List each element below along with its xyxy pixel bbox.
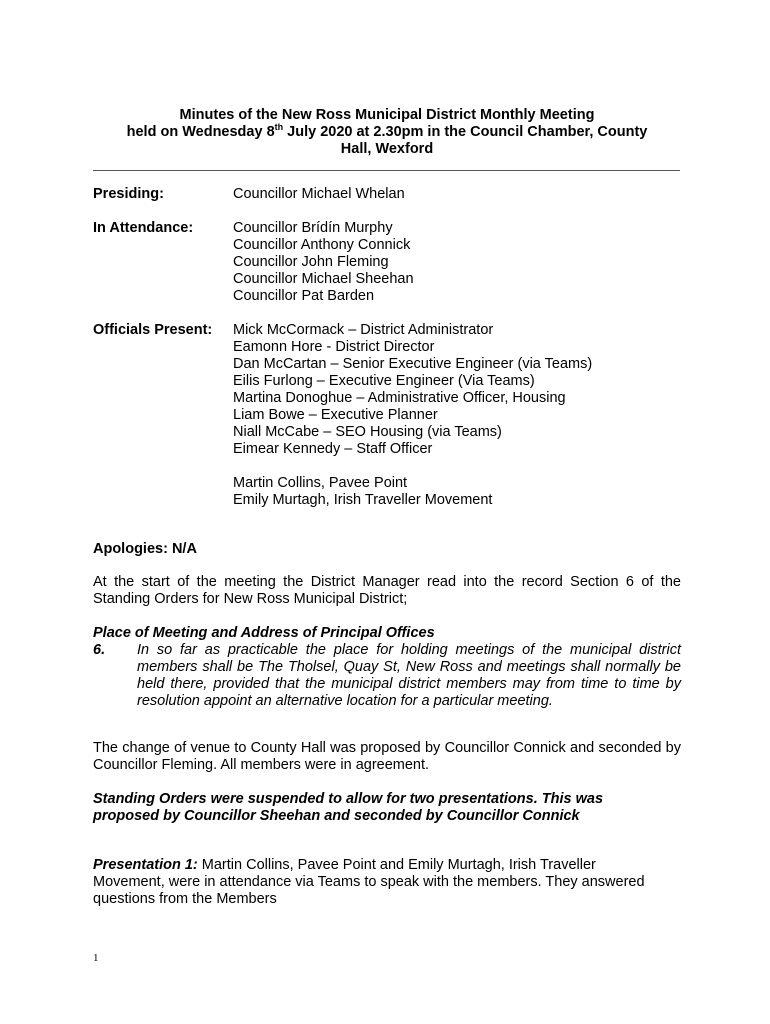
presiding-label: Presiding: — [93, 186, 164, 202]
venue-paragraph: The change of venue to County Hall was proposed by Councillor Connick and seconded by Councillor Fleming. All members were in agreement. — [93, 740, 681, 773]
attendee: Councillor Pat Barden — [233, 288, 375, 304]
presentation-1 — [93, 857, 653, 908]
standing-order-heading: Place of Meeting and Address of Principal Offices — [93, 625, 435, 641]
intro-paragraph: At the start of the meeting the District Manager read into the record Section 6 of the Standing Orders for New Ross Municipal District; — [93, 574, 681, 607]
presentation-1-text: Martin Collins, Pavee Point and Emily Murtagh, Irish Traveller Movement, were in attendance via Teams to speak with the members. They answered questions from the Members — [93, 857, 645, 907]
page-number: 1 — [93, 952, 99, 964]
official: Liam Bowe – Executive Planner — [233, 407, 438, 423]
official: Martina Donoghue – Administrative Officer, Housing — [233, 390, 566, 406]
title-line-2-end: July 2020 at 2.30pm in the Council Chamber, County — [283, 124, 648, 140]
document-title — [83, 107, 691, 158]
list-spacer — [233, 458, 592, 475]
standing-order-section — [93, 625, 681, 710]
title-line-1: Minutes of the New Ross Municipal District Monthly Meeting — [179, 107, 595, 123]
attendance-list — [233, 220, 414, 305]
standing-order-text: In so far as practicable the place for holding meetings of the municipal district members shall be The Tholsel, Quay St, New Ross and meetings shall normally be held there, provided that the municipal district members may from time to time by resolution appoint an alternative location for a particular meeting. — [137, 642, 681, 709]
official: Eimear Kennedy – Staff Officer — [233, 441, 433, 457]
official: Niall McCabe – SEO Housing (via Teams) — [233, 424, 502, 440]
attendee: Councillor Brídín Murphy — [233, 220, 393, 236]
attendee: Councillor Michael Sheehan — [233, 271, 414, 287]
attendance-label: In Attendance: — [93, 220, 194, 236]
attendee: Councillor John Fleming — [233, 254, 389, 270]
attendee: Councillor Anthony Connick — [233, 237, 411, 253]
suspension-paragraph: Standing Orders were suspended to allow for two presentations. This was proposed by Councillor Sheehan and seconded by Councillor Connick — [93, 791, 604, 824]
officials-list — [233, 322, 592, 509]
apologies: Apologies: N/A — [93, 541, 197, 557]
official: Dan McCartan – Senior Executive Engineer (via Teams) — [233, 356, 593, 372]
standing-order-number: 6. — [93, 642, 106, 658]
guest: Martin Collins, Pavee Point — [233, 475, 408, 491]
title-divider — [93, 170, 680, 171]
title-line-3: Hall, Wexford — [340, 141, 434, 157]
presiding-name: Councillor Michael Whelan — [233, 186, 405, 202]
standing-order-item — [93, 642, 681, 710]
document-page — [93, 0, 681, 1024]
title-ordinal-suffix: th — [274, 122, 284, 132]
guest: Emily Murtagh, Irish Traveller Movement — [233, 492, 493, 508]
official: Eilis Furlong – Executive Engineer (Via Teams) — [233, 373, 535, 389]
title-line-2-start: held on Wednesday 8 — [126, 124, 275, 140]
official: Mick McCormack – District Administrator — [233, 322, 494, 338]
presentation-1-label: Presentation 1: — [93, 857, 198, 873]
title-line-2 — [83, 124, 691, 141]
officials-label: Officials Present: — [93, 322, 213, 338]
official: Eamonn Hore - District Director — [233, 339, 435, 355]
